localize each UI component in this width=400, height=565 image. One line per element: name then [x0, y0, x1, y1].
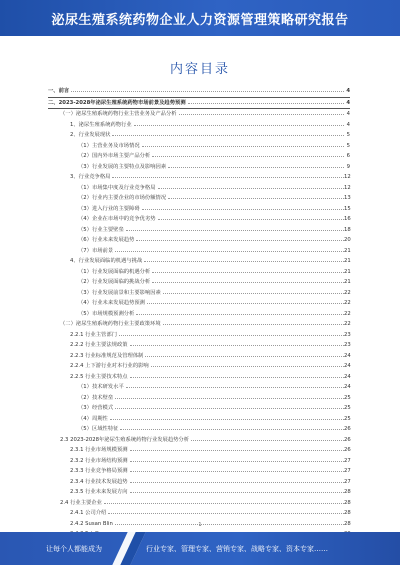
toc-leader-dots: [152, 282, 344, 283]
toc-entry-page: 26: [344, 426, 351, 432]
toc-leader-dots: [130, 345, 344, 346]
toc-entry-text: 2.4 行业主要企业: [60, 499, 102, 506]
toc-entry-text: （1）行业发展面临的机遇分析: [78, 268, 151, 275]
toc-entry-text: （3）行业发展的主要特点及影响因素: [78, 163, 167, 170]
toc-entry[interactable]: [48, 214, 350, 225]
toc-entry-text: （3）进入行业的主要障碍: [78, 205, 140, 212]
toc-entry-text: 2、行业发展现状: [70, 132, 111, 138]
toc-entry-text: （2）行业内主要企业的市场份额情况: [78, 195, 167, 201]
toc-entry-text: 2.3.2 行业市场结构预测: [70, 457, 128, 464]
toc-entry[interactable]: [48, 86, 350, 97]
toc-leader-dots: [179, 114, 344, 115]
toc-entry[interactable]: [48, 456, 350, 467]
toc-entry-text: （2）技术壁垒: [78, 394, 114, 401]
toc-leader-dots: [152, 156, 344, 157]
toc-entry[interactable]: [48, 267, 350, 278]
toc-entry-text: （1）主营业务及市场情况: [78, 142, 140, 149]
toc-entry[interactable]: [48, 435, 350, 446]
toc-entry-text: 2.4.2 Susan Blin: [70, 520, 113, 527]
toc-entry-page: 26: [344, 447, 351, 453]
toc-leader-dots: [130, 450, 344, 451]
toc-entry[interactable]: [48, 130, 350, 141]
toc-entry-page: 22: [344, 310, 351, 317]
toc-entry[interactable]: [48, 445, 350, 456]
toc-entry-text: 2.2.4 上下游行业对本行业的影响: [70, 363, 149, 369]
toc-entry-text: （3）行业发展前景和主要影响因素: [78, 289, 161, 296]
toc-leader-dots: [71, 91, 344, 92]
toc-entry-page: 24: [344, 352, 351, 359]
footer-slogan-right: 行业专家、管理专家、营销专家、战略专家、资本专家……: [146, 545, 328, 553]
toc-leader-dots: [168, 167, 344, 168]
toc-entry-page: 4: [346, 111, 350, 117]
toc-entry-text: 2.2.1 行业主管部门: [70, 331, 117, 338]
toc-entry[interactable]: [48, 162, 350, 173]
toc-entry-text: 2.3.3 行业竞争格局预测: [70, 468, 128, 474]
toc-leader-dots: [126, 387, 344, 388]
toc-entry[interactable]: [48, 330, 350, 341]
toc-entry-text: （二）泌尿生殖系统药物行业主要政策环境: [60, 321, 161, 327]
toc-entry[interactable]: [48, 487, 350, 498]
toc-entry[interactable]: [48, 141, 350, 152]
toc-leader-dots: [112, 135, 344, 136]
toc-entry-page: 21: [344, 279, 351, 285]
toc-entry-page: 28: [344, 510, 351, 516]
toc-leader-dots: [115, 251, 344, 252]
toc-entry-text: （4）周期性: [78, 415, 108, 422]
toc-entry[interactable]: [48, 288, 350, 299]
toc-entry[interactable]: [48, 477, 350, 488]
toc-title: 内容目录: [169, 62, 230, 77]
toc-entry-page: 28: [344, 520, 351, 527]
toc-entry[interactable]: [48, 120, 350, 131]
toc-leader-dots: [110, 419, 344, 420]
toc-leader-dots: [130, 492, 344, 493]
toc-entry[interactable]: [48, 277, 350, 288]
toc-entry-text: 2.3.5 行业未来发展方向: [70, 489, 128, 495]
toc-entry-page: 28: [344, 499, 351, 506]
toc-entry-page: 24: [344, 384, 351, 390]
toc-leader-dots: [158, 219, 344, 220]
toc-entry-page: 24: [344, 373, 351, 380]
toc-entry-text: 2.2.3 行业标准规范及管理体制: [70, 352, 144, 359]
toc-entry-text: 2.3.1 行业市场规模预测: [70, 447, 128, 453]
toc-entry[interactable]: [48, 361, 350, 372]
toc-entry-page: 4: [346, 88, 350, 94]
toc-entry[interactable]: [48, 351, 350, 362]
toc-entry[interactable]: [48, 372, 350, 383]
report-title: 泌尿生殖系统药物企业人力资源管理策略研究报告: [51, 13, 349, 28]
toc-entry-page: 22: [344, 321, 351, 327]
toc-entry-text: 3、行业竞争格局: [70, 174, 111, 180]
toc-entry[interactable]: [48, 403, 350, 414]
toc-leader-dots: [119, 335, 344, 336]
toc-leader-dots: [144, 261, 344, 262]
toc-entry[interactable]: [48, 193, 350, 204]
toc-entry[interactable]: [48, 235, 350, 246]
toc-entry[interactable]: [48, 498, 350, 509]
toc-leader-dots: [126, 230, 344, 231]
toc-entry-page: 22: [344, 300, 351, 306]
toc-entry-page: 23: [344, 331, 351, 338]
toc-leader-dots: [151, 366, 344, 367]
toc-entry-page: 20: [344, 237, 351, 243]
toc-entry-text: （2）行业发展面临的挑战分析: [78, 279, 151, 285]
toc-leader-dots: [115, 398, 344, 399]
toc-entry-page: 5: [346, 142, 350, 149]
toc-entry-text: （5）市场规模预测分析: [78, 310, 135, 317]
toc-entry[interactable]: [48, 183, 350, 194]
toc-entry-page: 12: [344, 174, 351, 180]
toc-leader-dots: [104, 503, 344, 504]
toc-entry[interactable]: [48, 414, 350, 425]
toc-entry-page: 18: [344, 226, 351, 233]
toc-entry-page: 26: [344, 436, 351, 443]
toc-entry-page: 22: [344, 289, 351, 296]
toc-leader-dots: [108, 513, 344, 514]
toc-leader-dots: [163, 293, 344, 294]
toc-leader-dots: [130, 471, 344, 472]
toc-entry[interactable]: [48, 382, 350, 393]
toc-entry-page: 25: [344, 394, 351, 401]
toc-entry-page: 6: [346, 153, 350, 159]
toc-entry-page: 21: [344, 268, 351, 275]
toc-entry-text: （6）行业未来发展趋势: [78, 237, 135, 243]
toc-entry[interactable]: [48, 97, 350, 110]
toc-entry-text: （5）区域性特征: [78, 426, 119, 432]
toc-entry-page: 13: [344, 195, 351, 201]
toc-leader-dots: [152, 272, 344, 273]
toc-entry-page: 16: [344, 216, 351, 222]
toc-leader-dots: [163, 324, 344, 325]
toc-entry-text: （4）企业在市场中的竞争优劣势: [78, 216, 156, 222]
toc-entry-page: 5: [346, 132, 350, 138]
toc-leader-dots: [134, 125, 344, 126]
toc-entry-text: 2.2.2 行业主要法规政策: [70, 342, 128, 348]
toc-entry-page: 27: [344, 457, 351, 464]
toc-entry-page: 15: [344, 205, 351, 212]
toc-entry-page: 21: [344, 258, 351, 264]
toc-leader-dots: [168, 198, 344, 199]
toc-entry[interactable]: [48, 298, 350, 309]
toc-entry-page: 12: [344, 184, 351, 191]
toc-entry-text: 2.2.5 行业主要技术特点: [70, 373, 128, 380]
toc-entry-text: 2.4.1 公司介绍: [70, 510, 107, 516]
toc-leader-dots: [112, 177, 344, 178]
toc-entry-text: 2.3 2023-2028年泌尿生殖系统药物行业发展趋势分析: [60, 436, 190, 443]
footer-slogan-left: 让每个人都能成为: [46, 545, 102, 553]
toc-leader-dots: [158, 188, 344, 189]
toc-entry-text: （5）行业主要壁垒: [78, 226, 124, 233]
toc-entry-text: 2.3.4 行业技术发展趋势: [70, 478, 128, 485]
toc-entry-text: （4）行业未来发展趋势预测: [78, 300, 145, 306]
toc-entry[interactable]: [48, 309, 350, 320]
toc-entry-page: 23: [344, 342, 351, 348]
page-number: 1: [198, 522, 202, 528]
toc-leader-dots: [142, 209, 344, 210]
toc-entry[interactable]: [48, 466, 350, 477]
toc-entry[interactable]: [48, 172, 350, 183]
toc-leader-dots: [142, 146, 344, 147]
toc-entry-text: （7）市场前景: [78, 247, 114, 254]
toc-entry-page: 21: [344, 247, 351, 254]
toc-entry-page: 9: [346, 163, 350, 170]
table-of-contents: [48, 86, 350, 540]
toc-entry-page: 27: [344, 478, 351, 485]
toc-entry-page: 4: [346, 121, 350, 128]
toc-leader-dots: [130, 482, 344, 483]
toc-entry-text: 1、泌尿生殖系统药物行业: [70, 121, 132, 128]
toc-leader-dots: [188, 103, 344, 104]
toc-leader-dots: [115, 408, 344, 409]
toc-entry[interactable]: [48, 256, 350, 267]
toc-leader-dots: [191, 440, 344, 441]
toc-entry-page: 27: [344, 468, 351, 474]
toc-entry-page: 25: [344, 415, 351, 422]
toc-leader-dots: [136, 314, 344, 315]
toc-entry-text: （一）泌尿生殖系统药物行业主营业务及产品分析: [60, 111, 177, 117]
toc-entry[interactable]: [48, 109, 350, 120]
toc-entry-text: （1）技术研发水平: [78, 384, 124, 390]
toc-leader-dots: [120, 429, 344, 430]
toc-entry[interactable]: [48, 424, 350, 435]
toc-leader-dots: [136, 240, 344, 241]
toc-leader-dots: [130, 377, 344, 378]
toc-entry-text: 4、行业发展面临的机遇与挑战: [70, 258, 143, 264]
toc-leader-dots: [130, 461, 344, 462]
toc-entry[interactable]: [48, 319, 350, 330]
toc-leader-dots: [147, 303, 344, 304]
toc-entry[interactable]: [48, 151, 350, 162]
header-banner: [0, 0, 400, 36]
toc-entry-text: 一、前言: [48, 88, 70, 94]
toc-entry-text: （2）国内外市场主要产品分析: [78, 153, 151, 159]
toc-entry-text: （1）市场集中度及行业竞争格局: [78, 184, 156, 191]
toc-entry-text: （3）经营模式: [78, 405, 114, 411]
toc-entry-page: 28: [344, 489, 351, 495]
toc-entry-page: 4: [346, 99, 350, 106]
toc-entry[interactable]: [48, 393, 350, 404]
toc-entry-page: 25: [344, 405, 351, 411]
toc-entry-text: 二、2023-2028年泌尿生殖系统药物市场前景及趋势预测: [48, 99, 186, 106]
toc-entry[interactable]: [48, 340, 350, 351]
toc-entry[interactable]: [48, 204, 350, 215]
toc-entry[interactable]: [48, 508, 350, 519]
toc-leader-dots: [145, 356, 344, 357]
toc-entry-page: 24: [344, 363, 351, 369]
toc-entry[interactable]: [48, 225, 350, 236]
toc-entry[interactable]: [48, 246, 350, 257]
